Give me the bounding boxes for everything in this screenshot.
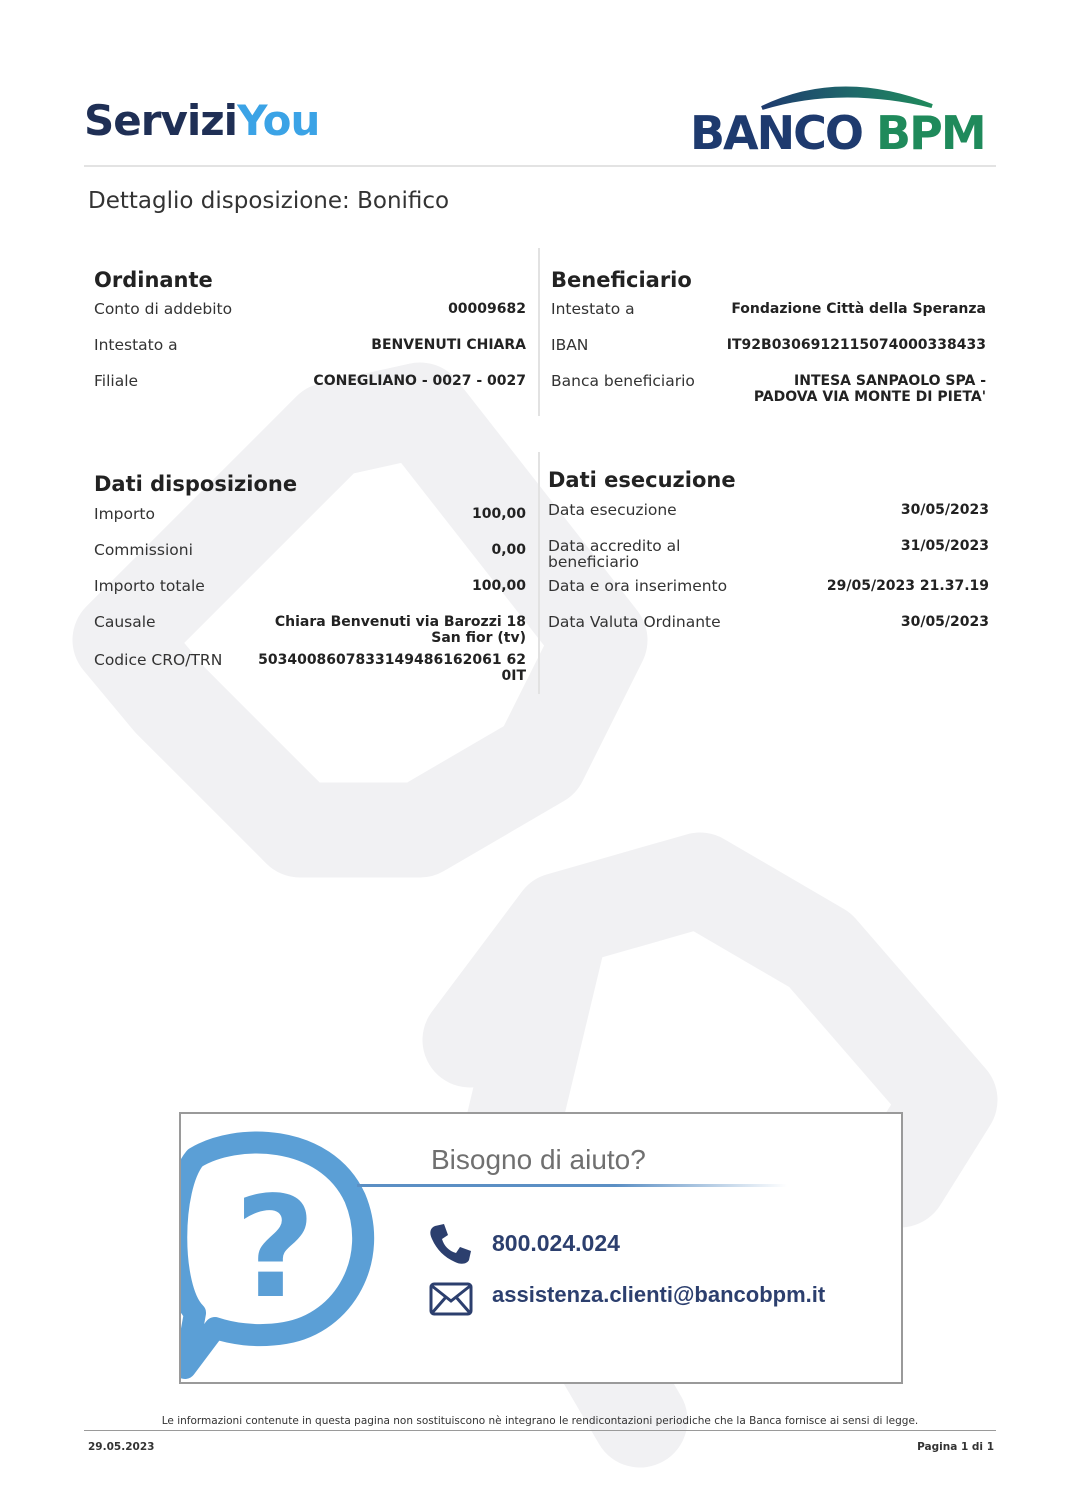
mail-icon — [429, 1282, 473, 1316]
ordinante-label-filiale: Filiale — [94, 372, 139, 390]
help-phone[interactable]: 800.024.024 — [492, 1230, 620, 1256]
disposizione-value-importo: 100,00 — [471, 506, 526, 522]
column-divider-top — [538, 248, 540, 416]
esecuzione-value-data-accredito: 31/05/2023 — [900, 538, 989, 554]
beneficiario-label-intestato: Intestato a — [551, 300, 635, 318]
footer-divider — [84, 1430, 996, 1431]
ordinante-label-intestato: Intestato a — [94, 336, 178, 354]
disposizione-value-cro-line1: 5034008607833149486162061 62 — [258, 652, 526, 668]
help-email[interactable]: assistenza.clienti@bancobpm.it — [492, 1282, 826, 1307]
esecuzione-label-data-valuta: Data Valuta Ordinante — [548, 613, 721, 631]
disposizione-label-causale: Causale — [94, 613, 156, 631]
ordinante-value-intestato: BENVENUTI CHIARA — [371, 337, 526, 353]
banco-bpm-logo — [690, 78, 1000, 162]
ordinante-value-filiale: CONEGLIANO - 0027 - 0027 — [313, 373, 526, 389]
column-divider-bottom — [538, 452, 540, 694]
disposizione-value-causale-line1: Chiara Benvenuti via Barozzi 18 — [274, 614, 526, 630]
phone-icon — [429, 1222, 473, 1266]
beneficiario-label-iban: IBAN — [551, 336, 589, 354]
disposizione-value-causale-line2: San fior (tv) — [431, 630, 526, 646]
section-title-ordinante: Ordinante — [94, 268, 213, 292]
footer-page-number: Pagina 1 di 1 — [917, 1441, 994, 1453]
beneficiario-value-banca-line1: INTESA SANPAOLO SPA - — [794, 373, 986, 389]
help-title: Bisogno di aiuto? — [431, 1144, 646, 1175]
ordinante-value-conto: 00009682 — [448, 301, 526, 317]
svg-text:?: ? — [234, 1167, 316, 1330]
logo-bpm-text: BPM — [876, 106, 985, 160]
esecuzione-value-data-valuta: 30/05/2023 — [900, 614, 989, 630]
help-box — [179, 1112, 903, 1384]
section-title-beneficiario: Beneficiario — [551, 268, 692, 292]
esecuzione-label-data-inserimento: Data e ora inserimento — [548, 577, 728, 595]
logo-servizi-text: Servizi — [84, 96, 238, 145]
help-title-underline — [357, 1184, 787, 1187]
logo-banco-text: BANCO — [690, 106, 863, 160]
disposizione-value-cro-line2: 0IT — [501, 668, 526, 684]
ordinante-label-conto: Conto di addebito — [94, 300, 233, 318]
esecuzione-value-data-esecuzione: 30/05/2023 — [900, 502, 989, 518]
beneficiario-value-iban: IT92B0306912115074000338433 — [726, 337, 986, 353]
disposizione-label-importo-totale: Importo totale — [94, 577, 205, 595]
disposizione-label-importo: Importo — [94, 505, 155, 523]
header-divider — [84, 165, 996, 167]
esecuzione-label-data-accredito-line2: beneficiario — [548, 553, 639, 571]
section-title-dati-esecuzione: Dati esecuzione — [548, 468, 736, 492]
footer-date: 29.05.2023 — [88, 1441, 155, 1453]
beneficiario-value-banca-line2: PADOVA VIA MONTE DI PIETA' — [753, 389, 986, 405]
disposizione-label-commissioni: Commissioni — [94, 541, 193, 559]
footer-disclaimer: Le informazioni contenute in questa pagina non sostituiscono nè integrano le rendicontazioni periodiche che la Banca fornisce ai sensi di legge. — [161, 1415, 919, 1427]
esecuzione-value-data-inserimento: 29/05/2023 21.37.19 — [826, 578, 989, 594]
beneficiario-label-banca: Banca beneficiario — [551, 372, 695, 390]
logo-you-text: You — [237, 96, 320, 145]
disposizione-value-importo-totale: 100,00 — [471, 578, 526, 594]
esecuzione-label-data-accredito-line1: Data accredito al — [548, 537, 681, 555]
section-title-dati-disposizione: Dati disposizione — [94, 472, 298, 496]
question-bubble-icon — [179, 1128, 375, 1384]
beneficiario-value-intestato: Fondazione Città della Speranza — [731, 301, 986, 317]
serviziyou-logo — [84, 96, 319, 145]
disposizione-value-commissioni: 0,00 — [491, 542, 526, 558]
page-title: Dettaglio disposizione: Bonifico — [88, 188, 450, 214]
esecuzione-label-data-esecuzione: Data esecuzione — [548, 501, 677, 519]
disposizione-label-cro: Codice CRO/TRN — [94, 651, 223, 669]
